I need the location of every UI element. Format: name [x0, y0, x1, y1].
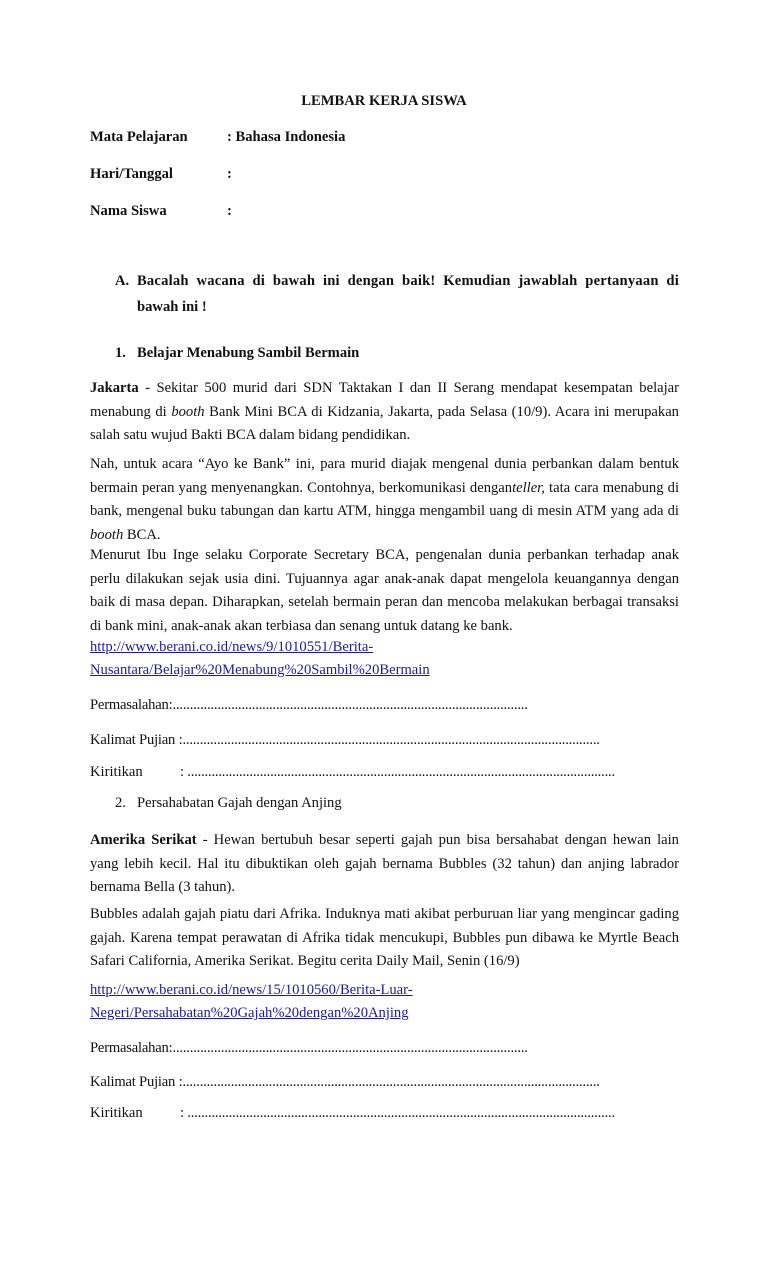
instruction-line-1: Bacalah wacana di bawah ini dengan baik! Kemudian jawablah pertanyaan di — [137, 273, 679, 289]
article-2-title: Persahabatan Gajah dengan Anjing — [137, 795, 342, 811]
article-1-critique-field[interactable]: : ............................................................................................................................ — [180, 764, 615, 780]
article-1-praise-field[interactable]: Kalimat Pujian :......................................................................................................................... — [90, 732, 600, 748]
article-1-number: 1. — [115, 345, 126, 361]
student-name-value: : — [227, 203, 232, 219]
page-title: LEMBAR KERJA SISWA — [301, 93, 467, 109]
instruction-line-2: bawah ini ! — [137, 299, 207, 315]
instruction-marker: A. — [115, 273, 130, 289]
student-name-label: Nama Siswa — [90, 203, 167, 219]
date-label: Hari/Tanggal — [90, 166, 173, 182]
date-value: : — [227, 166, 232, 182]
article-1-paragraph-2: Nah, untuk acara “Ayo ke Bank” ini, para murid diajak mengenal dunia perbankan dalam bentuk bermain peran yang menyenangkan. Contohnya, berkomunikasi denganteller, tata cara menabung di bank, mengenal buku tabungan dan kartu ATM, hingga mengambil uang di mesin ATM yang ada di booth BCA. — [90, 456, 679, 543]
article-2-paragraph-1: Amerika Serikat - Hewan bertubuh besar seperti gajah pun bisa bersahabat dengan hewan lain yang lebih kecil. Hal itu dibuktikan oleh gajah bernama Bubbles (32 tahun) dan anjing labrador bernama Bella (3 tahun). — [90, 832, 679, 895]
article-1-title: Belajar Menabung Sambil Bermain — [137, 345, 360, 361]
article-2-critique-label: Kiritikan — [90, 1105, 143, 1121]
article-1-critique-label: Kiritikan — [90, 764, 143, 780]
article-1-problem-field[interactable]: Permasalahan:....................................................................................................... — [90, 697, 528, 713]
article-2-source-link[interactable]: http://www.berani.co.id/news/15/1010560/Berita-Luar- Negeri/Persahabatan%20Gajah%20dengan%20Anjing — [90, 982, 413, 1021]
article-1-paragraph-3: Menurut Ibu Inge selaku Corporate Secretary BCA, pengenalan dunia perbankan terhadap anak perlu dilakukan sejak usia dini. Tujuannya agar anak-anak dapat mengelola keuangannya dengan baik di masa depan. Diharapkan, setelah bermain peran dan mencoba melakukan berbagai transaksi di bank mini, anak-anak akan terbiasa dan senang untuk datang ke bank. — [90, 547, 679, 634]
article-1-dateline: Jakarta — [90, 380, 139, 396]
article-2-critique-field[interactable]: : ............................................................................................................................ — [180, 1105, 615, 1121]
article-2-number: 2. — [115, 795, 126, 811]
article-2-problem-field[interactable]: Permasalahan:....................................................................................................... — [90, 1040, 528, 1056]
article-1-source-link[interactable]: http://www.berani.co.id/news/9/1010551/Berita- Nusantara/Belajar%20Menabung%20Sambil%20Bermain — [90, 639, 430, 678]
article-2-praise-field[interactable]: Kalimat Pujian :......................................................................................................................... — [90, 1074, 600, 1090]
subject-label: Mata Pelajaran — [90, 129, 188, 145]
article-2-paragraph-2: Bubbles adalah gajah piatu dari Afrika. Induknya mati akibat perburuan liar yang mengincar gading gajah. Karena tempat perawatan di Afrika tidak mencukupi, Bubbles pun dibawa ke Myrtle Beach Safari California, Amerika Serikat. Begitu cerita Daily Mail, Senin (16/9) — [90, 906, 679, 969]
article-1-paragraph-1: Jakarta - Sekitar 500 murid dari SDN Taktakan I dan II Serang mendapat kesempatan belajar menabung di booth Bank Mini BCA di Kidzania, Jakarta, pada Selasa (10/9). Acara ini merupakan salah satu wujud Bakti BCA dalam bidang pendidikan. — [90, 380, 679, 443]
article-2-dateline: Amerika Serikat — [90, 832, 197, 848]
subject-value: : Bahasa Indonesia — [227, 129, 346, 145]
